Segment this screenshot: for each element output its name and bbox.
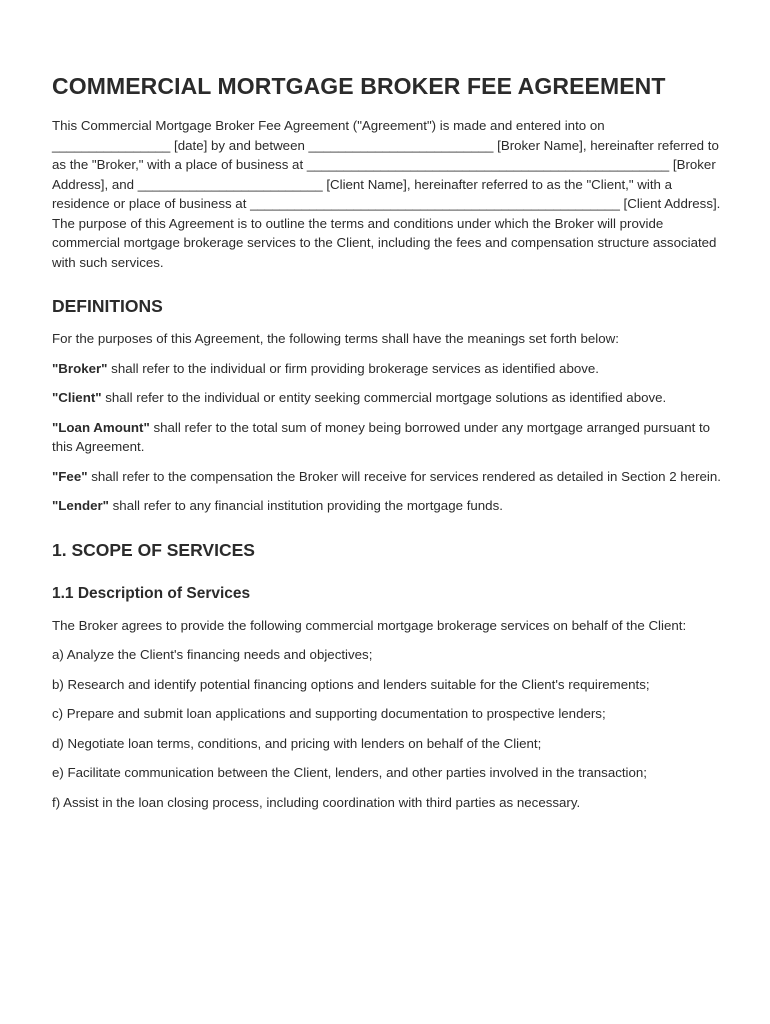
definition-text: shall refer to the compensation the Broker will receive for services rendered as detailed in Section 2 herein. — [87, 468, 721, 484]
definition-text: shall refer to any financial institution providing the mortgage funds. — [108, 498, 503, 513]
document-title: COMMERCIAL MORTGAGE BROKER FEE AGREEMENT — [52, 73, 666, 99]
definition-term: "Lender" — [52, 498, 109, 513]
definition-broker — [52, 359, 722, 379]
definition-loan-amount — [52, 418, 722, 457]
service-item: f) Assist in the loan closing process, including coordination with third parties as necessary. — [52, 794, 581, 810]
definition-term: "Client" — [52, 390, 102, 405]
service-item: c) Prepare and submit loan applications and supporting documentation to prospective lenders; — [52, 706, 606, 721]
definition-client — [52, 388, 722, 408]
definitions-heading: DEFINITIONS — [52, 296, 163, 316]
service-item: e) Facilitate communication between the Client, lenders, and other parties involved in the transaction; — [52, 765, 647, 780]
services-lead: The Broker agrees to provide the following commercial mortgage brokerage services on behalf of the Client: — [52, 617, 687, 633]
definitions-lead: For the purposes of this Agreement, the following terms shall have the meanings set forth below: — [52, 331, 619, 346]
definition-term: "Fee" — [52, 468, 88, 484]
definition-lender — [52, 496, 722, 516]
definition-fee — [52, 467, 722, 487]
document-page — [52, 70, 722, 812]
definition-term: "Loan Amount" — [52, 419, 150, 435]
definition-text: shall refer to the individual or firm providing brokerage services as identified above. — [107, 360, 599, 376]
services-subheading: 1.1 Description of Services — [52, 584, 251, 602]
service-item: d) Negotiate loan terms, conditions, and pricing with lenders on behalf of the Client; — [52, 735, 542, 751]
definition-term: "Broker" — [52, 360, 108, 376]
scope-heading: 1. SCOPE OF SERVICES — [52, 539, 255, 560]
service-item: b) Research and identify potential financing options and lenders suitable for the Client's requirements; — [52, 676, 650, 692]
definition-text: shall refer to the individual or entity seeking commercial mortgage solutions as identified above. — [101, 390, 667, 405]
definition-text: shall refer to the total sum of money being borrowed under any mortgage arranged pursuant to this Agreement. — [52, 419, 711, 454]
service-item: a) Analyze the Client's financing needs and objectives; — [52, 647, 373, 662]
intro-paragraph: This Commercial Mortgage Broker Fee Agreement ("Agreement") is made and entered into on ________________ [date] by and between _________________________ [Broker Name], hereinafter referred to as the "Broker," with a place of business at _________________________________________________ [Broker Address], and _________________________ [Client Name], hereinafter referred to as the "Client," with a residence or place of business at __________________________________________________ [Client Address]. The purpose of this Agreement is to outline the terms and conditions under which the Broker will provide commercial mortgage brokerage services to the Client, including the fees and compensation structure associated with such services. — [52, 118, 721, 270]
